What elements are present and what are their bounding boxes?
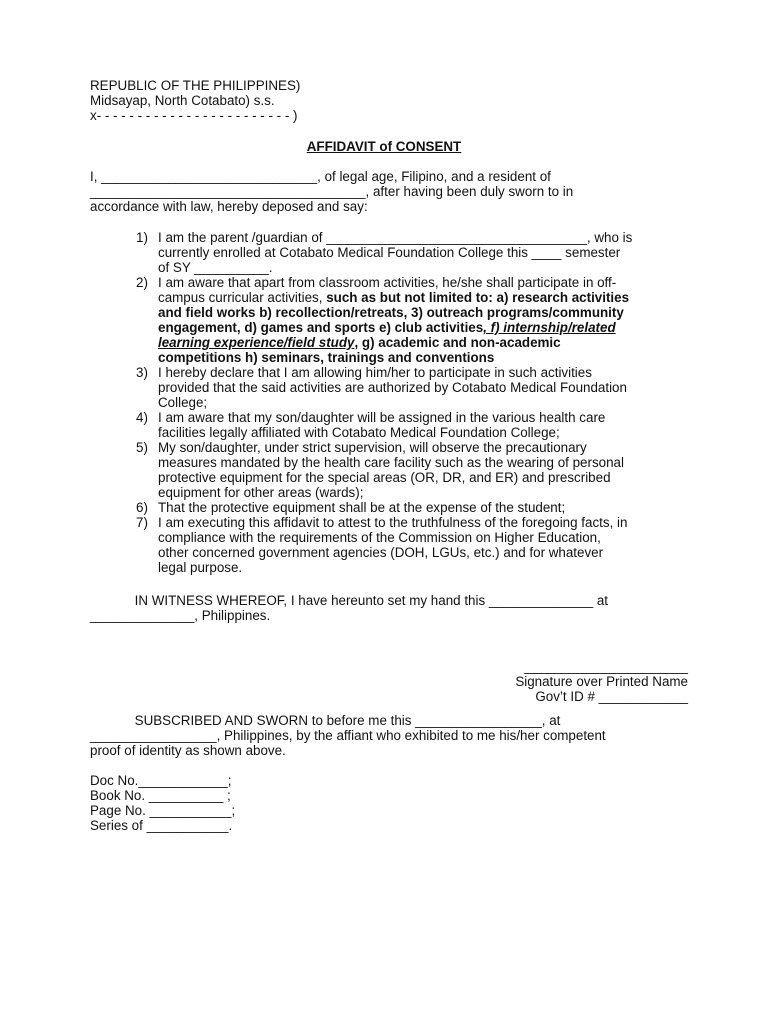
item-line <box>158 305 690 320</box>
item-line: provided that the said activities are authorized by Cotabato Medical Foundation <box>158 380 627 395</box>
item-line: equipment for other areas (wards); <box>158 485 364 500</box>
item-bold-text: competitions h) seminars, trainings and conventions <box>158 350 495 365</box>
witness-line: ______________, Philippines. <box>90 608 271 623</box>
jurat-line: _________________, Philippines, by the affiant who exhibited to me his/her competent <box>90 728 606 743</box>
list-item <box>120 515 690 575</box>
item-underlined-text: , f) internship/related <box>483 320 616 335</box>
item-bold-text: , g <box>354 335 371 350</box>
list-item <box>120 410 690 440</box>
item-number: 7) <box>136 515 148 530</box>
jurat-paragraph <box>90 713 690 758</box>
list-item <box>120 440 690 500</box>
series-field: Series of ___________. <box>90 818 233 833</box>
item-text: campus curricular activities, <box>158 290 327 305</box>
header-line-3: x- - - - - - - - - - - - - - - - - - - - - - - - ) <box>90 108 298 123</box>
page-no-field: Page No. ___________; <box>90 803 236 818</box>
item-line: other concerned government agencies (DOH, LGUs, etc.) and for whatever <box>158 545 604 560</box>
header-line-2: Midsayap, North Cotabato) s.s. <box>90 93 275 108</box>
list-item <box>120 365 690 410</box>
signature-block <box>515 659 688 704</box>
item-line: I am aware that apart from classroom activities, he/she shall participate in off- <box>158 275 617 290</box>
list-item <box>120 230 690 275</box>
book-no-field: Book No. __________ ; <box>90 788 231 803</box>
jurat-line: proof of identity as shown above. <box>90 743 286 758</box>
document-title: AFFIDAVIT of CONSENT <box>306 139 462 154</box>
item-number: 4) <box>136 410 148 425</box>
list-item <box>120 275 690 365</box>
intro-paragraph <box>90 169 690 214</box>
item-number: 1) <box>136 230 148 245</box>
item-line: I am executing this affidavit to attest to the truthfulness of the foregoing facts, in <box>158 515 628 530</box>
item-line <box>158 350 690 365</box>
jurat-line: SUBSCRIBED AND SWORN to before me this _________________, at <box>90 713 561 728</box>
item-line <box>158 335 690 350</box>
item-line: compliance with the requirements of the Commission on Higher Education, <box>158 530 601 545</box>
item-line: facilities legally affiliated with Cotabato Medical Foundation College; <box>158 425 560 440</box>
item-underlined-text: learning experience/field study <box>158 335 355 350</box>
signature-line: ______________________ <box>524 659 688 674</box>
witness-paragraph <box>90 593 690 623</box>
witness-line: IN WITNESS WHEREOF, I have hereunto set my hand this ______________ at <box>90 593 609 608</box>
item-number: 2) <box>136 275 148 290</box>
item-line: I hereby declare that I am allowing him/her to participate in such activities <box>158 365 592 380</box>
item-line: My son/daughter, under strict supervision, will observe the precautionary <box>158 440 587 455</box>
item-bold-text: and field works b) recollection/retreats, 3) outreach programs/community <box>158 305 624 320</box>
item-bold-text: ) academic and non-academic <box>370 335 561 350</box>
gov-id-field: Gov’t ID # ____________ <box>535 689 688 704</box>
venue-header <box>90 78 690 123</box>
numbered-list <box>120 230 690 575</box>
item-line: measures mandated by the health care facility such as the wearing of personal <box>158 455 624 470</box>
item-number: 5) <box>136 440 148 455</box>
item-line <box>158 290 690 305</box>
header-line-1: REPUBLIC OF THE PHILIPPINES) <box>90 78 301 93</box>
list-item <box>120 500 690 515</box>
item-line: of SY __________. <box>158 260 273 275</box>
item-number: 6) <box>136 500 148 515</box>
doc-no-field: Doc No.____________; <box>90 773 232 788</box>
notary-register <box>90 773 690 833</box>
item-line: legal purpose. <box>158 560 243 575</box>
intro-line: _____________________________________, after having been duly sworn to in <box>90 184 574 199</box>
item-line: That the protective equipment shall be at the expense of the student; <box>158 500 566 515</box>
item-bold-text: engagement, d) games and sports e) club activities <box>158 320 484 335</box>
item-line: protective equipment for the special areas (OR, DR, and ER) and prescribed <box>158 470 611 485</box>
intro-line: I, _____________________________, of legal age, Filipino, and a resident of <box>90 169 551 184</box>
signature-label: Signature over Printed Name <box>515 674 688 689</box>
item-line: I am the parent /guardian of ___________________________________, who is <box>158 230 633 245</box>
item-bold-text: such as but not limited to: a) research activities <box>326 290 630 305</box>
item-line: currently enrolled at Cotabato Medical Foundation College this ____ semester <box>158 245 621 260</box>
item-line: I am aware that my son/daughter will be assigned in the various health care <box>158 410 606 425</box>
intro-line: accordance with law, hereby deposed and say: <box>90 199 368 214</box>
item-line <box>158 320 690 335</box>
item-line: College; <box>158 395 208 410</box>
item-number: 3) <box>136 365 148 380</box>
